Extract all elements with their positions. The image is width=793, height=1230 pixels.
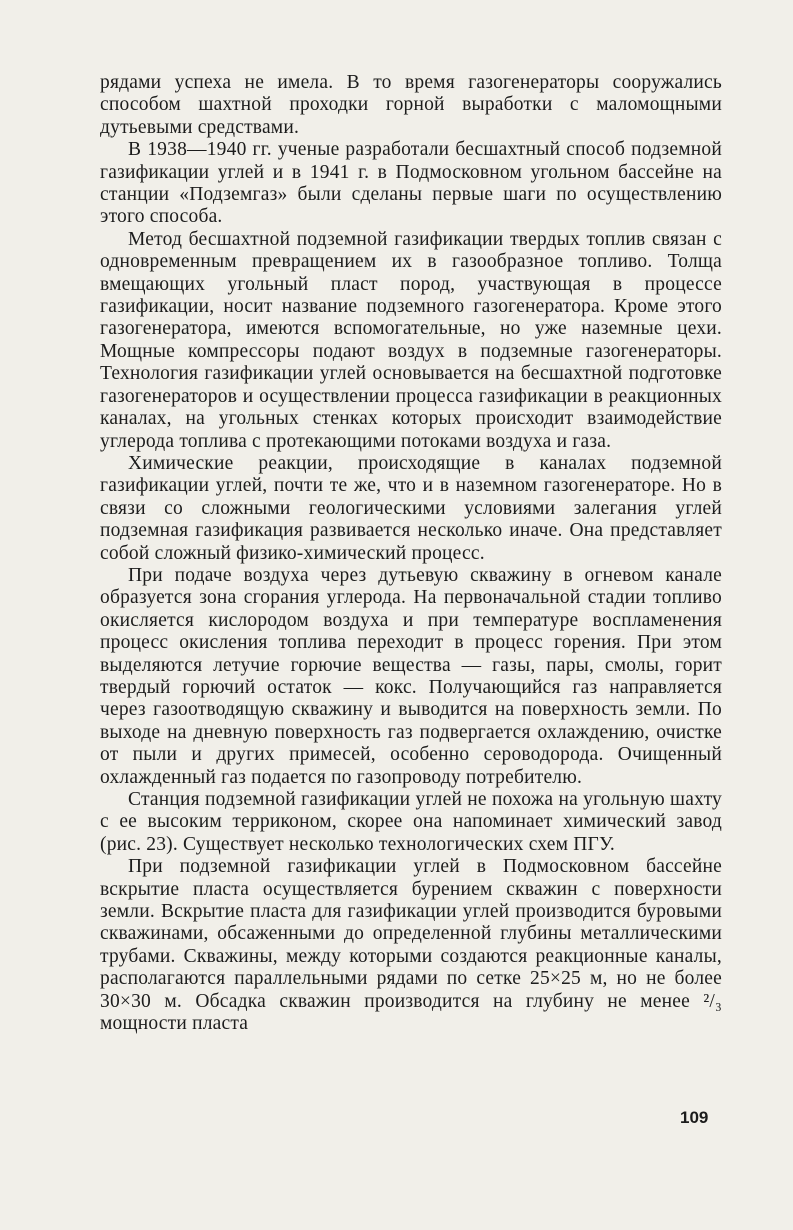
paragraph-6: Станция подземной газификации углей не похожа на угольную шахту с ее высоким терриконом, скорее она напоминает химический завод (рис. 23). Существует несколько технологических схем ПГУ.: [100, 789, 722, 855]
paragraph-4: Химические реакции, происходящие в каналах подземной газификации углей, почти те же, что и в наземном газогенераторе. Но в связи со сложными геологическими условиями залегания углей подземная газификация развивается несколько иначе. Она представляет собой сложный физико-химический процесс.: [100, 452, 722, 564]
page-number: 109: [680, 1108, 709, 1127]
paragraph-7: При подземной газификации углей в Подмосковном бассейне вскрытие пласта осуществляется бурением скважин с поверхности земли. Вскрытие пласта для газификации углей производится буровыми скважинами, обсаженными до определенной глубины металлическими трубами. Скважины, между которыми создаются реакционные каналы, располагаются параллельными рядами по сетке 25×25 м, но не более 30×30 м. Обсадка скважин производится на глубину не менее ²/₃ мощности пласта: [100, 856, 722, 1035]
body-text: [100, 72, 722, 1035]
paragraph-5: При подаче воздуха через дутьевую скважину в огневом канале образуется зона сгорания углерода. На первоначальной стадии топливо окисляется кислородом воздуха и при температуре воспламенения процесс окисления топлива переходит в процесс горения. При этом выделяются летучие горючие вещества — газы, пары, смолы, горит твердый горючий остаток — кокс. Получающийся газ направляется через газоотводящую скважину и выводится на поверхность земли. По выходе на дневную поверхность газ подвергается охлаждению, очистке от пыли и других примесей, особенно сероводорода. Очищенный охлажденный газ подается по газопроводу потребителю.: [100, 564, 722, 788]
paragraph-1: рядами успеха не имела. В то время газогенераторы сооружались способом шахтной проходки горной выработки с маломощными дутьевыми средствами.: [100, 72, 722, 138]
paragraph-2: В 1938—1940 гг. ученые разработали бесшахтный способ подземной газификации углей и в 1941 г. в Подмосковном угольном бассейне на станции «Подземгаз» были сделаны первые шаги по осуществлению этого способа.: [100, 139, 722, 228]
paragraph-3: Метод бесшахтной подземной газификации твердых топлив связан с одновременным превращением их в газообразное топливо. Толща вмещающих угольный пласт пород, участвующая в процессе газификации, носит название подземного газогенератора. Кроме этого газогенератора, имеются вспомогательные, но уже наземные цехи. Мощные компрессоры подают воздух в подземные газогенераторы. Технология газификации углей основывается на бесшахтной подготовке газогенераторов и осуществлении процесса газификации в реакционных каналах, на угольных стенках которых происходит взаимодействие углерода топлива с протекающими потоками воздуха и газа.: [100, 228, 722, 452]
